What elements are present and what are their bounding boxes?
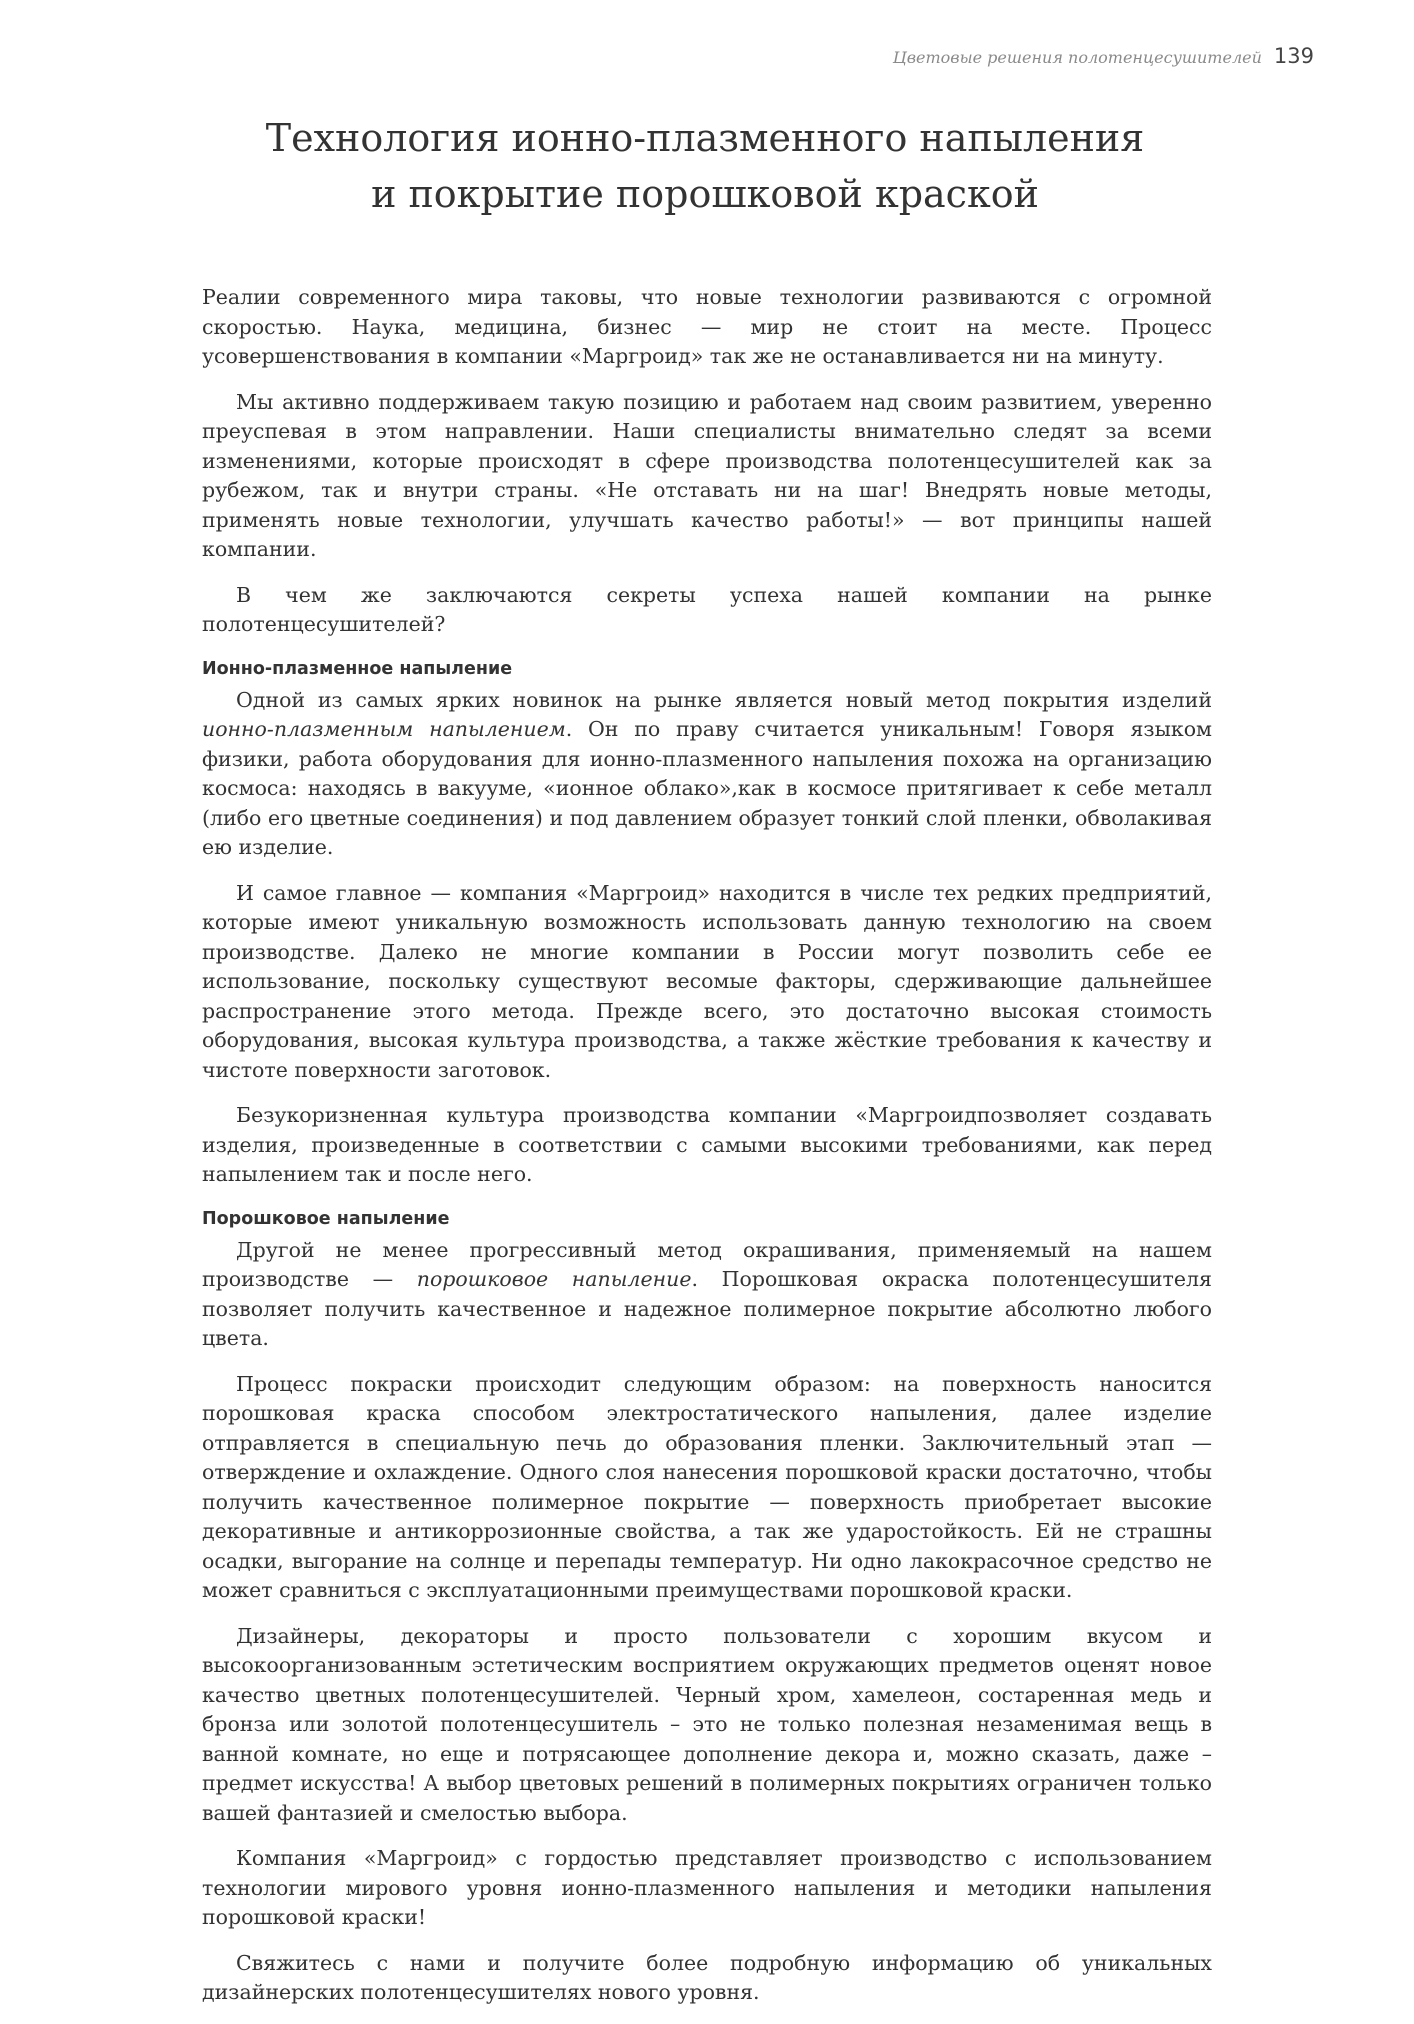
page-title-line-2: и покрытие порошковой краской [371,172,1039,216]
running-title: Цветовые решения полотенцесушителей [892,48,1262,67]
powder-p1-text-a: Другой не менее прогрессивный метод окрашивания, применяемый на нашем производстве — [202,1237,1212,1291]
powder-paragraph-5: Свяжитесь с нами и получите более подробную информацию об уникальных дизайнерских полотенцесушителях нового уровня. [202,1950,1212,2004]
section-heading-powder: Порошковое напыление [202,1208,450,1229]
page-title [150,110,1260,222]
powder-paragraph-2: Процесс покраски происходит следующим образом: на поверхность наносится порошковая краска способом электростатического напыления, далее изделие отправляется в специальную печь до образования пленки. Заключительный этап — отверждение и охлаждение. Одного слоя нанесения порошковой краски достаточно, чтобы получить качественное полимерное покрытие — поверхность приобретает высокие декоративные и антикоррозионные свойства, а так же ударостойкость. Ей не страшны осадки, выгорание на солнце и перепады температур. Ни одно лакокрасочное средство не может сравниться с эксплуатационными преимуществами порошковой краски. [202,1371,1212,1602]
powder-p1-emphasis: порошковое напыление [416,1267,692,1291]
article-body [202,283,1212,2024]
page-number: 139 [1273,44,1314,68]
intro-paragraph-3: В чем же заключаются секреты успеха нашей компании на рынке полотенцесушителей? [202,582,1212,636]
section-heading-ion-plasma: Ионно-плазменное напыление [202,658,513,679]
ion-plasma-paragraph-1 [202,686,1212,863]
ion-plasma-p1-text-a: Одной из самых ярких новинок на рынке является новый метод покрытия изделий [236,687,1212,712]
powder-paragraph-3: Дизайнеры, декораторы и просто пользователи с хорошим вкусом и высокоорганизованным эстетическим восприятием окружающих предметов оценят новое качество цветных полотенцесушителей. Черный хром, хамелеон, состаренная медь и бронза или золотой полотенцесушитель – это не только полезная незаменимая вещь в ванной комнате, но еще и потрясающее дополнение декора и, можно сказать, даже – предмет искусства! А выбор цветовых решений в полимерных покрытиях ограничен только вашей фантазией и смелостью выбора. [202,1623,1212,1825]
powder-paragraph-4: Компания «Маргроид» с гордостью представляет производство с использованием технологии мирового уровня ионно-плазменного напыления и методики напыления порошковой краски! [202,1846,1212,1929]
intro-paragraph-2: Мы активно поддерживаем такую позицию и работаем над своим развитием, уверенно преуспевая в этом направлении. Наши специалисты внимательно следят за всеми изменениями, которые происходят в сфере производства полотенцесушителей как за рубежом, так и внутри страны. «Не отставать ни на шаг! Внедрять новые методы, применять новые технологии, улучшать качество работы!» — вот принципы нашей компании. [202,389,1212,561]
ion-plasma-p1-emphasis: ионно-плазменным напылением [202,717,566,741]
ion-plasma-paragraph-2: И самое главное — компания «Маргроид» находится в числе тех редких предприятий, которые имеют уникальную возможность использовать данную технологию на своем производстве. Далеко не многие компании в России могут позволить себе ее использование, поскольку существуют весомые факторы, сдерживающие дальнейшее распространение этого метода. Прежде всего, это достаточно высокая стоимость оборудования, высокая культура производства, а также жёсткие требования к качеству и чистоте поверхности заготовок. [202,880,1212,1082]
powder-p1-text-b: . Порошковая окраска полотенцесушителя позволяет получить качественное и надежное полимерное покрытие абсолютно любого цвета. [202,1267,1212,1350]
ion-plasma-p1-text-b: . Он по праву считается уникальным! Говоря языком физики, работа оборудования для ионно-плазменного напыления похожа на организацию космоса: находясь в вакууме, «ионное облако»,как в космосе притягивает к себе металл (либо его цветные соединения) и под давлением образует тонкий слой пленки, обволакивая ею изделие. [202,717,1212,859]
powder-paragraph-1 [202,1236,1212,1354]
page-title-line-1: Технология ионно-плазменного напыления [265,116,1145,160]
running-head [893,44,1314,68]
intro-paragraph-1: Реалии современного мира таковы, что новые технологии развиваются с огромной скоростью. Наука, медицина, бизнес — мир не стоит на месте. Процесс усовершенствования в компании «Маргроид» так же не останавливается ни на минуту. [202,285,1212,368]
ion-plasma-paragraph-3: Безукоризненная культура производства компании «Маргроидпозволяет создавать изделия, произведенные в соответствии с самыми высокими требованиями, как перед напылением так и после него. [202,1103,1212,1186]
